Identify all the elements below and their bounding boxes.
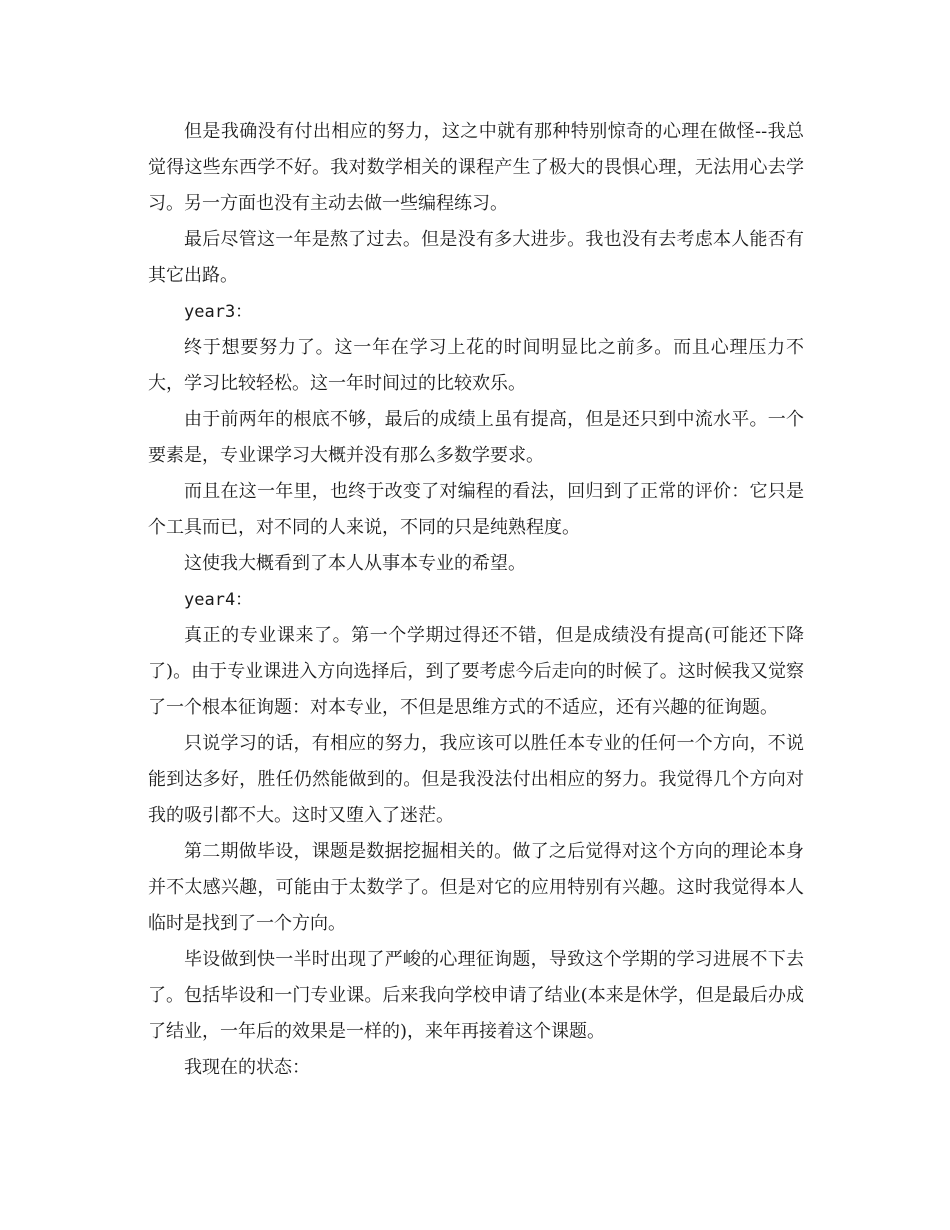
heading-year4: year4： bbox=[184, 590, 253, 610]
heading-year3: year3： bbox=[184, 302, 253, 322]
document-page bbox=[148, 114, 804, 1086]
paragraph-year3-programming: 而且在这一年里，也终于改变了对编程的看法，回归到了正常的评价：它只是个工具而已，对不同的人来说，不同的只是纯熟程度。 bbox=[148, 481, 804, 538]
paragraph-year4-courses: 真正的专业课来了。第一个学期过得还不错，但是成绩没有提高(可能还下降了)。由于专业课进入方向选择后，到了要考虑今后走向的时候了。这时候我又觉察了一个根本征询题：对本专业，不但是思维方式的不适应，还有兴趣的征询题。 bbox=[148, 625, 804, 718]
paragraph-year3-hope: 这使我大概看到了本人从事本专业的希望。 bbox=[184, 553, 526, 574]
paragraph-effort: 但是我确没有付出相应的努力，这之中就有那种特别惊奇的心理在做怪--我总觉得这些东西学不好。我对数学相关的课程产生了极大的畏惧心理，无法用心去学习。另一方面也没有主动去做一些编程练习。 bbox=[148, 121, 804, 214]
paragraph-year4-problem: 毕设做到快一半时出现了严峻的心理征询题，导致这个学期的学习进展不下去了。包括毕设和一门专业课。后来我向学校申请了结业(本来是休学，但是最后办成了结业，一年后的效果是一样的)，来年再接着这个课题。 bbox=[148, 949, 804, 1042]
paragraph-current-state: 我现在的状态： bbox=[184, 1057, 310, 1078]
paragraph-year4-thesis: 第二期做毕设，课题是数据挖掘相关的。做了之后觉得对这个方向的理论本身并不太感兴趣，可能由于太数学了。但是对它的应用特别有兴趣。这时我觉得本人临时是找到了一个方向。 bbox=[148, 841, 804, 934]
paragraph-year3-effort: 终于想要努力了。这一年在学习上花的时间明显比之前多。而且心理压力不大，学习比较轻松。这一年时间过的比较欢乐。 bbox=[148, 337, 804, 394]
paragraph-year2-end: 最后尽管这一年是熬了过去。但是没有多大进步。我也没有去考虑本人能否有其它出路。 bbox=[148, 229, 804, 286]
paragraph-year4-direction: 只说学习的话，有相应的努力，我应该可以胜任本专业的任何一个方向，不说能到达多好，胜任仍然能做到的。但是我没法付出相应的努力。我觉得几个方向对我的吸引都不大。这时又堕入了迷茫。 bbox=[148, 733, 804, 826]
paragraph-year3-grades: 由于前两年的根底不够，最后的成绩上虽有提高，但是还只到中流水平。一个要素是，专业课学习大概并没有那么多数学要求。 bbox=[148, 409, 804, 466]
